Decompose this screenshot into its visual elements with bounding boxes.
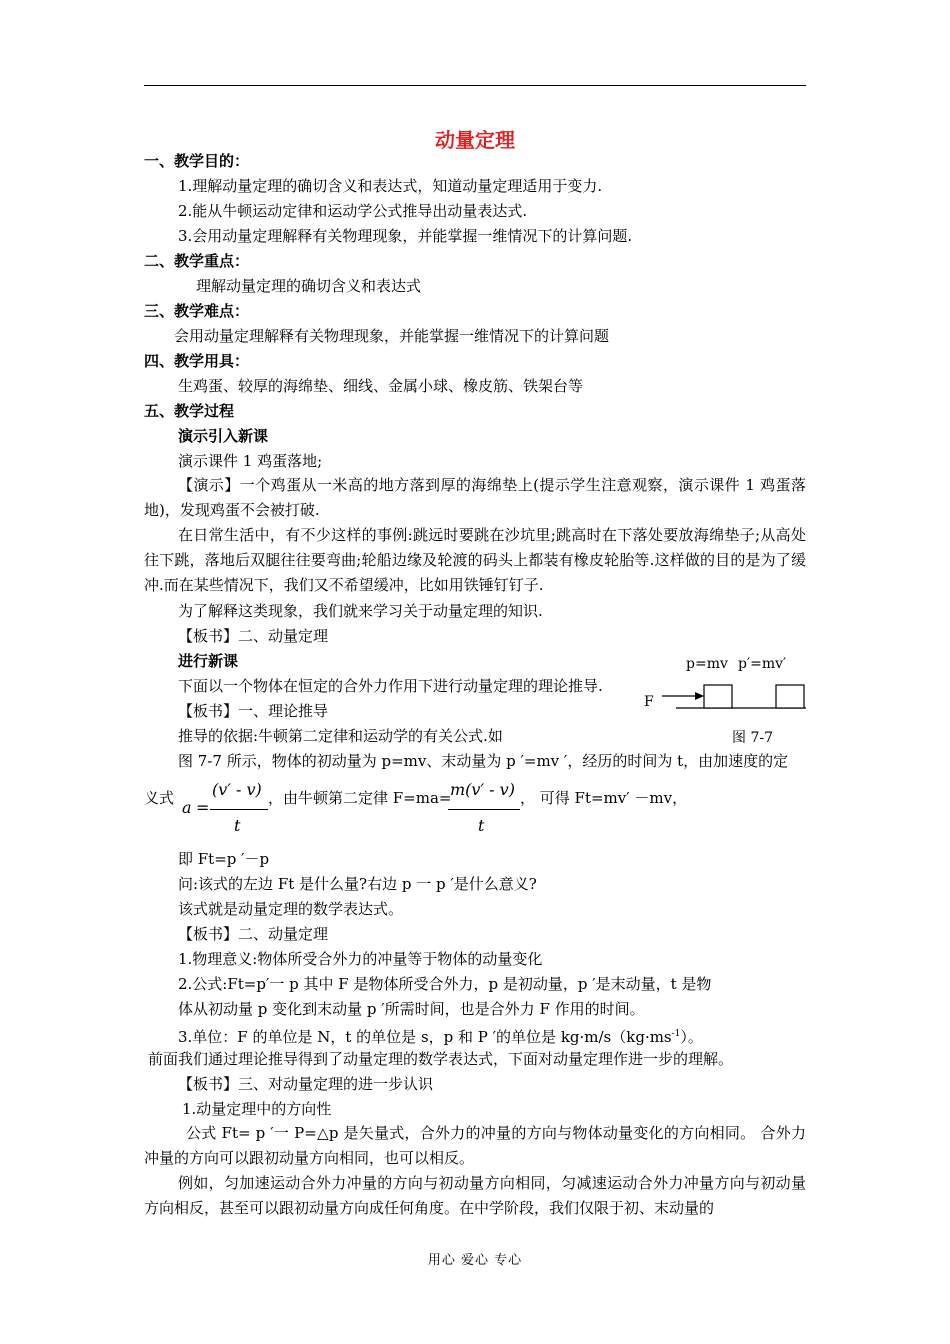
section-5-heading: 五、教学过程 [144, 402, 235, 420]
basis-line: 推导的依据:牛顿第二定律和运动学的有关公式.如 [178, 727, 503, 745]
figure-reference: 图 7-7 所示，物体的初动量为 p=mv、末动量为 p ′=mv ′，经历的时间为 t，由加速度的定 [178, 752, 789, 770]
section-4-heading: 四、教学用具： [144, 352, 250, 370]
board-4: 【板书】三、对动量定理的进一步认识 [178, 1075, 434, 1093]
label-initial-momentum: p=mv [686, 656, 728, 672]
demo-heading: 演示引入新课 [178, 427, 269, 445]
example-paragraph: 例如，匀加速运动合外力冲量的方向与初动量方向相同，匀减速运动合外力冲量方向与初动量方向相反，甚至可以跟初动量方向成任何角度。在中学阶段，我们仅限于初、末动量的 [144, 1174, 806, 1217]
unit-superscript: -1 [671, 1029, 681, 1039]
ji-line: 即 Ft=p ′－p [178, 850, 270, 868]
demo-line: 演示课件 1 鸡蛋落地; [178, 452, 323, 470]
section-1-heading: 一、教学目的： [144, 152, 250, 170]
goal-1: 1.理解动量定理的确切含义和表达式，知道动量定理适用于变力. [178, 177, 603, 195]
key-point: 理解动量定理的确切含义和表达式 [196, 277, 422, 295]
label-final-momentum: p′=mv′ [738, 656, 787, 672]
header-rule [144, 85, 806, 86]
fraction-2-bar [448, 809, 520, 810]
formula-equals: = [196, 798, 210, 817]
fraction-1-numerator: (v′ - v) [212, 780, 262, 799]
section-2-heading: 二、教学重点： [144, 252, 250, 270]
formula-line-2: 体从初动量 p 变化到末动量 p ′所需时间，也是合外力 F 作用的时间。 [178, 1000, 645, 1018]
derive-intro: 下面以一个物体在恒定的合外力作用下进行动量定理的理论推导. [178, 677, 603, 695]
section-3-heading: 三、教学难点： [144, 302, 250, 320]
math-expression-line: 该式就是动量定理的数学表达式。 [178, 900, 404, 918]
block-initial [704, 685, 732, 708]
figure-7-7 [640, 650, 810, 750]
board-3: 【板书】二、动量定理 [178, 925, 329, 943]
newton-text: ，由牛顿第二定律 F=ma= [268, 789, 452, 807]
formula-a: a [182, 798, 192, 817]
direction-paragraph: 公式 Ft= p ′一 P=△p 是矢量式，合外力的冲量的方向与物体动量变化的方向相同。 合外力冲量的方向可以跟初动量方向相同，也可以相反。 [144, 1124, 806, 1167]
demo-paragraph: 【演示】一个鸡蛋从一米高的地方落到厚的海绵垫上(提示学生注意观察，演示课件 1 鸡蛋落地)，发现鸡蛋不会被打破. [144, 476, 806, 519]
fraction-1-bar [210, 809, 268, 810]
goal-3: 3.会用动量定理解释有关物理现象，并能掌握一维情况下的计算问题. [178, 227, 633, 245]
board-2: 【板书】一、理论推导 [178, 702, 329, 720]
board-1: 【板书】二、动量定理 [178, 627, 329, 645]
meaning-line: 1.物理意义:物体所受合外力的冲量等于物体的动量变化 [178, 950, 543, 968]
goal-2: 2.能从牛顿运动定律和运动学公式推导出动量表达式. [178, 202, 528, 220]
explain-line: 为了解释这类现象，我们就来学习关于动量定理的知识. [178, 602, 543, 620]
def-prefix: 义式 [144, 789, 175, 807]
materials: 生鸡蛋、较厚的海绵垫、细线、金属小球、橡皮筋、铁架台等 [178, 377, 584, 395]
block-final [776, 685, 804, 708]
daily-paragraph: 在日常生活中，有不少这样的事例:跳远时要跳在沙坑里;跳高时在下落处要放海绵垫子;从高处往下跳，落地后双腿往往要弯曲;轮船边缘及轮渡的码头上都装有橡皮轮胎等.这样做的目的是为了缓冲.而在某些情况下，我们又不希望缓冲，比如用铁锤钉钉子. [144, 526, 806, 594]
force-arrow-head [695, 692, 704, 700]
new-lesson-heading: 进行新课 [178, 652, 239, 670]
unit-text: 3.单位：F 的单位是 N，t 的单位是 s，p 和 P ′的单位是 kg·m/s（kg·ms [178, 1028, 672, 1046]
direction-heading: 1.动量定理中的方向性 [182, 1100, 332, 1118]
summary-line: 前面我们通过理论推导得到了动量定理的数学表达式，下面对动量定理作进一步的理解。 [148, 1050, 734, 1068]
result-text: ， 可得 Ft=mv′ －mv， [520, 789, 688, 807]
fraction-2-denominator: t [478, 816, 485, 835]
unit-close: ）。 [680, 1028, 703, 1046]
footer-motto: 用心 爱心 专心 [427, 1253, 523, 1268]
fraction-1-denominator: t [234, 816, 241, 835]
fraction-2-numerator: m(v′ - v) [450, 780, 515, 799]
difficulty: 会用动量定理解释有关物理现象，并能掌握一维情况下的计算问题 [174, 327, 610, 345]
question-line: 问:该式的左边 Ft 是什么量?右边 p 一 p ′是什么意义? [178, 875, 537, 893]
page-title: 动量定理 [435, 128, 515, 152]
label-force: F [644, 694, 654, 710]
formula-line-1: 2.公式:Ft=p′一 p 其中 F 是物体所受合外力，p 是初动量，p ′是末动量，t 是物 [178, 975, 712, 993]
figure-caption: 图 7-7 [732, 730, 773, 746]
unit-line [178, 1024, 703, 1047]
